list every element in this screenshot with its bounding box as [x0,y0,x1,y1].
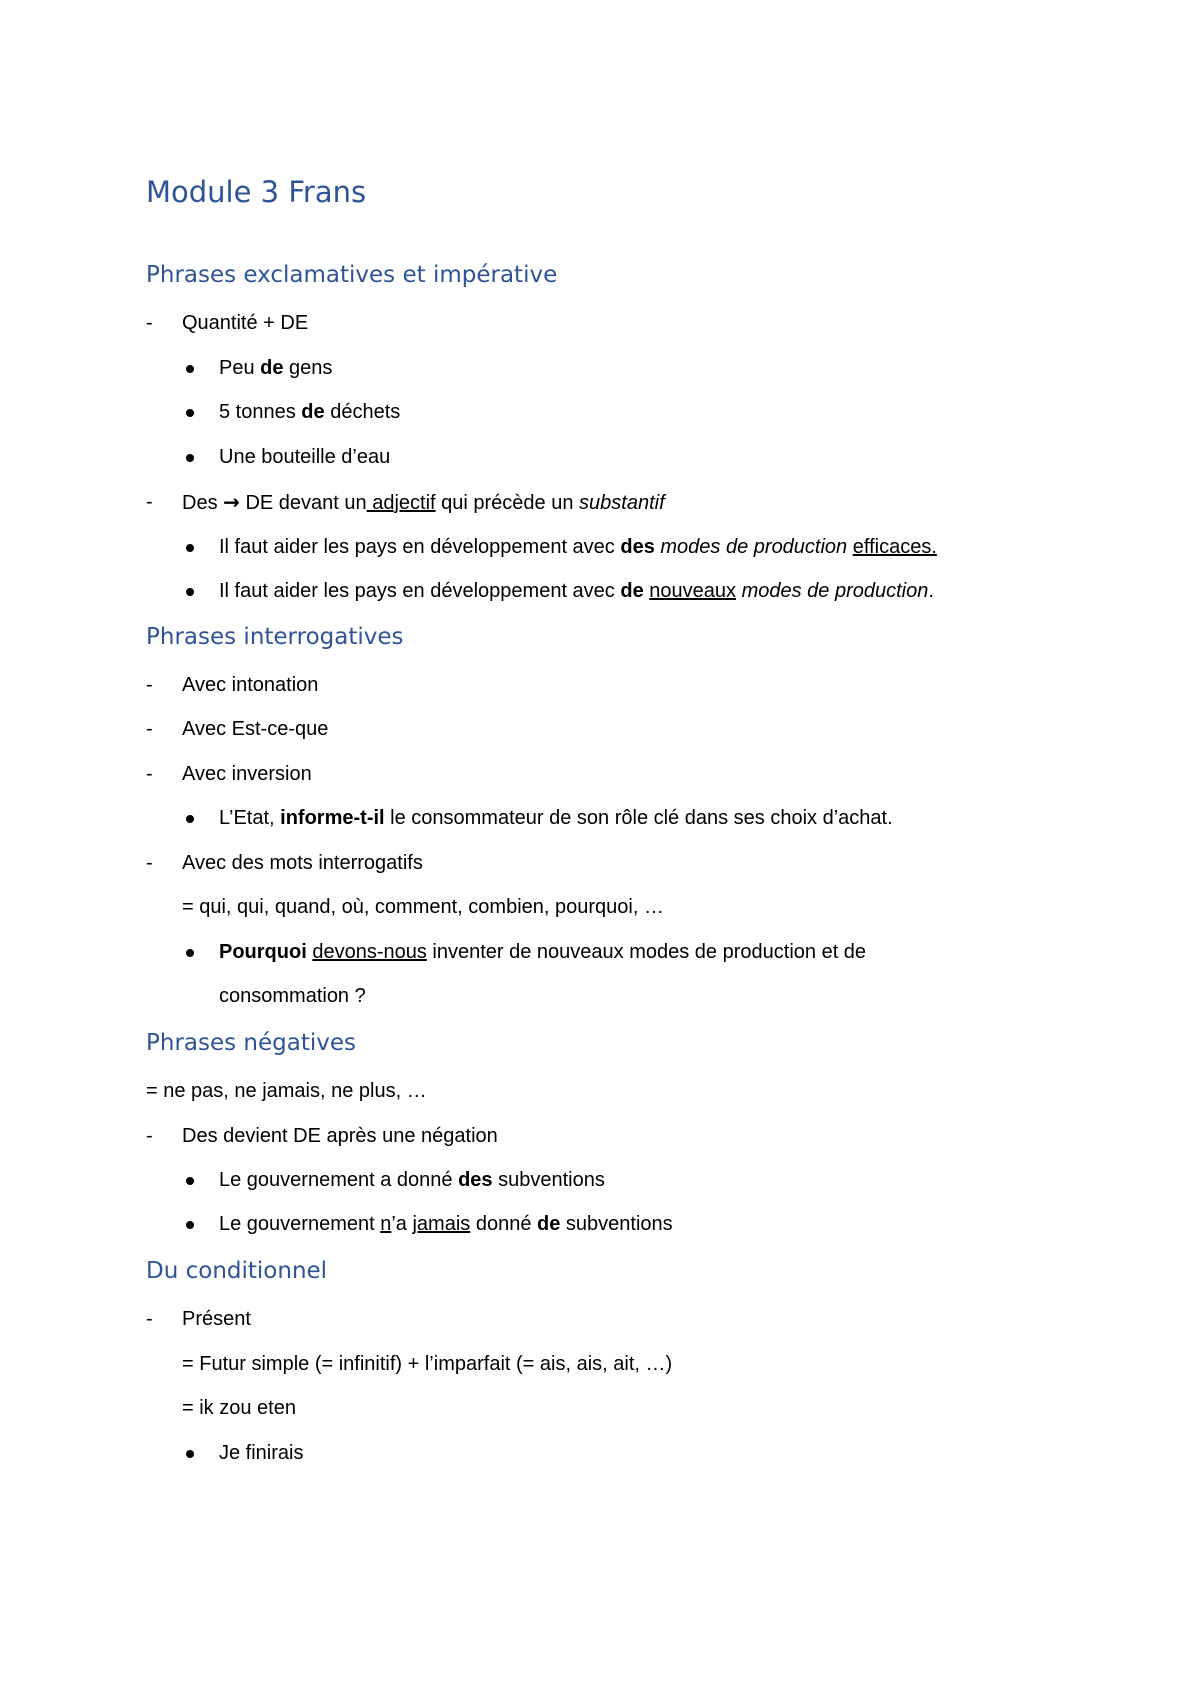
list-item: Une bouteille d’eau [219,446,391,468]
bullet-icon [186,949,194,957]
list-item: Des → DE devant un adjectif qui précède un substantif [182,490,665,514]
dash-marker: - [146,312,153,334]
bullet-icon [186,1177,194,1185]
arrow-right-icon: → [223,490,240,514]
page-title: Module 3 Frans [146,175,367,209]
bullet-icon [186,1450,194,1458]
list-item: Je finirais [219,1442,304,1464]
list-item: Il faut aider les pays en développement avec des modes de production efficaces. [219,536,937,558]
dash-marker: - [146,718,153,740]
bullet-icon [186,454,194,462]
list-item: L’Etat, informe-t-il le consommateur de son rôle clé dans ses choix d’achat. [219,807,893,829]
dash-marker: - [146,491,153,513]
list-item: Avec intonation [182,674,319,696]
list-item: Il faut aider les pays en développement avec de nouveaux modes de production. [219,580,934,602]
list-item: Des devient DE après une négation [182,1125,498,1147]
dash-marker: - [146,1125,153,1147]
heading-interrogatives: Phrases interrogatives [146,624,404,650]
bullet-icon [186,588,194,596]
conditional-translation: = ik zou eten [182,1397,296,1419]
conditional-rule: = Futur simple (= infinitif) + l’imparfait (= ais, ais, ait, …) [182,1353,673,1375]
heading-negatives: Phrases négatives [146,1030,356,1056]
bullet-icon [186,544,194,552]
dash-marker: - [146,674,153,696]
bullet-icon [186,1221,194,1229]
heading-conditionnel: Du conditionnel [146,1258,328,1284]
list-item: Avec des mots interrogatifs [182,852,423,874]
list-item: Avec Est-ce-que [182,718,329,740]
dash-marker: - [146,763,153,785]
heading-exclamatives: Phrases exclamatives et impérative [146,262,558,288]
list-item: Présent [182,1308,251,1330]
bullet-icon [186,365,194,373]
dash-marker: - [146,852,153,874]
list-item: 5 tonnes de déchets [219,401,401,423]
negation-forms: = ne pas, ne jamais, ne plus, … [146,1080,427,1102]
list-item: Avec inversion [182,763,312,785]
list-item: Le gouvernement n’a jamais donné de subventions [219,1213,673,1235]
interrogative-words: = qui, qui, quand, où, comment, combien, pourquoi, … [182,896,664,918]
dash-marker: - [146,1308,153,1330]
list-item: Le gouvernement a donné des subventions [219,1169,605,1191]
list-item: Peu de gens [219,357,333,379]
bullet-icon [186,409,194,417]
list-item: Quantité + DE [182,312,309,334]
list-item: Pourquoi devons-nous inventer de nouveaux modes de production et de [219,941,867,963]
list-item-continuation: consommation ? [219,985,366,1007]
bullet-icon [186,815,194,823]
